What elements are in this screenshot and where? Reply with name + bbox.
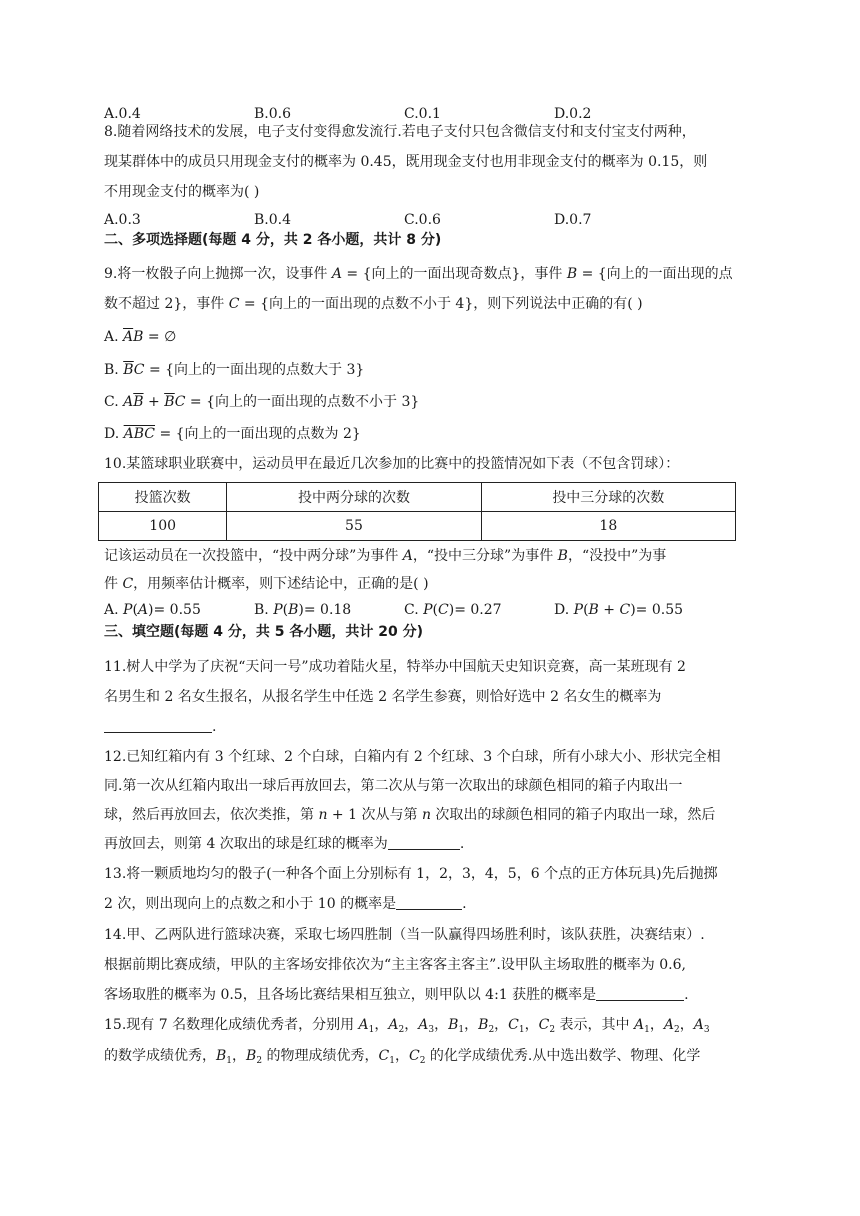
q14-line-2: 根据前期比赛成绩，甲队的主客场安排依次为“主主客客主客主”.设甲队主场取胜的概率为 0.6, — [104, 957, 686, 973]
q10-options — [104, 600, 744, 620]
section-3-heading: 三、填空题(每题 4 分，共 5 各小题，共计 20 分) — [104, 624, 424, 640]
q8-option-a: A.0.3 — [104, 212, 141, 228]
q8-option-b: B.0.4 — [254, 212, 292, 228]
table-cell: 100 — [99, 512, 227, 541]
q8-option-c: C.0.6 — [404, 212, 441, 228]
q7-option-a: A.0.4 — [104, 106, 141, 122]
table-cell: 18 — [481, 512, 735, 541]
q12-line-3: 球，然后再放回去，依次类推，第 n + 1 次从与第 n 次取出的球颜色相同的箱子内取出一球，然后 — [104, 807, 716, 823]
q13-line-1: 13.将一颗质地均匀的骰子(一种各个面上分别标有 1，2，3，4，5，6 个点的正方体玩具)先后抛掷 — [104, 866, 718, 882]
q9-option-c: C. $A\overline{B} + \overline{B}C$ = {向上的一面出现的点数不小于 3} — [104, 394, 420, 410]
q11-answer-blank[interactable] — [104, 718, 212, 733]
table-cell: 55 — [227, 512, 481, 541]
q14-answer-blank[interactable] — [596, 986, 684, 1001]
q10-option-c: C. P(C) = 0.27 — [404, 602, 502, 618]
q9-option-b: B. $\overline{B}C$ = {向上的一面出现的点数大于 3} — [104, 362, 365, 378]
q12-line-4: 再放回去，则第 4 次取出的球是红球的概率为 . — [104, 836, 465, 852]
q9-option-a: A. $\overline{A}B$ = ∅ — [104, 329, 177, 345]
q12-line-2: 同.第一次从红箱内取出一球后再放回去，第二次从与第一次取出的球颜色相同的箱子内取出一 — [104, 778, 683, 794]
q12-line-1: 12.已知红箱内有 3 个红球、2 个白球，白箱内有 2 个红球、3 个白球，所有小球大小、形状完全相 — [104, 749, 721, 765]
q8-option-d: D.0.7 — [554, 212, 592, 228]
q9-line-2: 数不超过 2}，事件 C = {向上的一面出现的点数不小于 4}，则下列说法中正确的有( ) — [104, 296, 643, 312]
q9-option-d: D. $\overline{ABC}$ = {向上的一面出现的点数为 2} — [104, 426, 361, 442]
q13-answer-blank[interactable] — [396, 895, 462, 910]
q11-line-3: . — [104, 717, 754, 737]
table-header-cell: 投中三分球的次数 — [481, 483, 735, 512]
q15-line-1: 15.现有 7 名数理化成绩优秀者，分别用 $A_1$，$A_2$，$A_3$，$B_1$，$B_2$，$C_1$，$C_2$ 表示，其中 $A_1$，$A_2$，$A_3$ — [104, 1017, 710, 1035]
q10-line-3: 件 C，用频率估计概率，则下述结论中，正确的是( ) — [104, 576, 429, 592]
q7-options — [104, 104, 744, 124]
table-header-row — [99, 483, 736, 512]
q11-line-1: 11.树人中学为了庆祝“天问一号”成功着陆火星，特举办中国航天史知识竞赛，高一某班现有 2 — [104, 659, 686, 675]
q7-option-d: D.0.2 — [554, 106, 592, 122]
q10-option-a: A. P(A) = 0.55 — [104, 602, 201, 618]
q15-line-2: 的数学成绩优秀，$B_1$，$B_2$ 的物理成绩优秀，$C_1$，$C_2$ 的化学成绩优秀.从中选出数学、物理、化学 — [104, 1048, 701, 1066]
table-row — [99, 512, 736, 541]
q11-line-2: 名男生和 2 名女生报名，从报名学生中任选 2 名学生参赛，则恰好选中 2 名女生的概率为 — [104, 689, 662, 705]
table-header-cell: 投篮次数 — [99, 483, 227, 512]
shooting-stats-table — [98, 482, 736, 541]
q14-line-1: 14.甲、乙两队进行篮球决赛，采取七场四胜制（当一队赢得四场胜利时，该队获胜，决赛结束）. — [104, 927, 705, 943]
q10-option-b: B. P(B) = 0.18 — [254, 602, 352, 618]
q10-line-2: 记该运动员在一次投篮中，“投中两分球”为事件 A，“投中三分球”为事件 B，“没投中”为事 — [104, 548, 667, 564]
q8-line-2: 现某群体中的成员只用现金支付的概率为 0.45，既用现金支付也用非现金支付的概率为 0.15，则 — [104, 154, 708, 170]
q7-option-c: C.0.1 — [404, 106, 441, 122]
q8-options — [104, 210, 744, 230]
q13-line-2: 2 次，则出现向上的点数之和小于 10 的概率是 . — [104, 896, 467, 912]
q12-answer-blank[interactable] — [388, 835, 460, 850]
table-header-cell: 投中两分球的次数 — [227, 483, 481, 512]
q10-intro: 10.某篮球职业联赛中，运动员甲在最近几次参加的比赛中的投篮情况如下表（不包含罚球）： — [104, 456, 680, 472]
q14-line-3: 客场取胜的概率为 0.5，且各场比赛结果相互独立，则甲队以 4:1 获胜的概率是 . — [104, 987, 689, 1003]
q7-option-b: B.0.6 — [254, 106, 292, 122]
section-2-heading: 二、多项选择题(每题 4 分，共 2 各小题，共计 8 分) — [104, 232, 442, 248]
q9-line-1: 9.将一枚骰子向上抛掷一次，设事件 A = {向上的一面出现奇数点}，事件 B = {向上的一面出现的点 — [104, 266, 733, 282]
q8-line-3: 不用现金支付的概率为( ) — [104, 184, 260, 200]
q10-option-d: D. P(B + C) = 0.55 — [554, 602, 684, 618]
q8-line-1: 8.随着网络技术的发展，电子支付变得愈发流行.若电子支付只包含微信支付和支付宝支付两种， — [104, 124, 696, 140]
